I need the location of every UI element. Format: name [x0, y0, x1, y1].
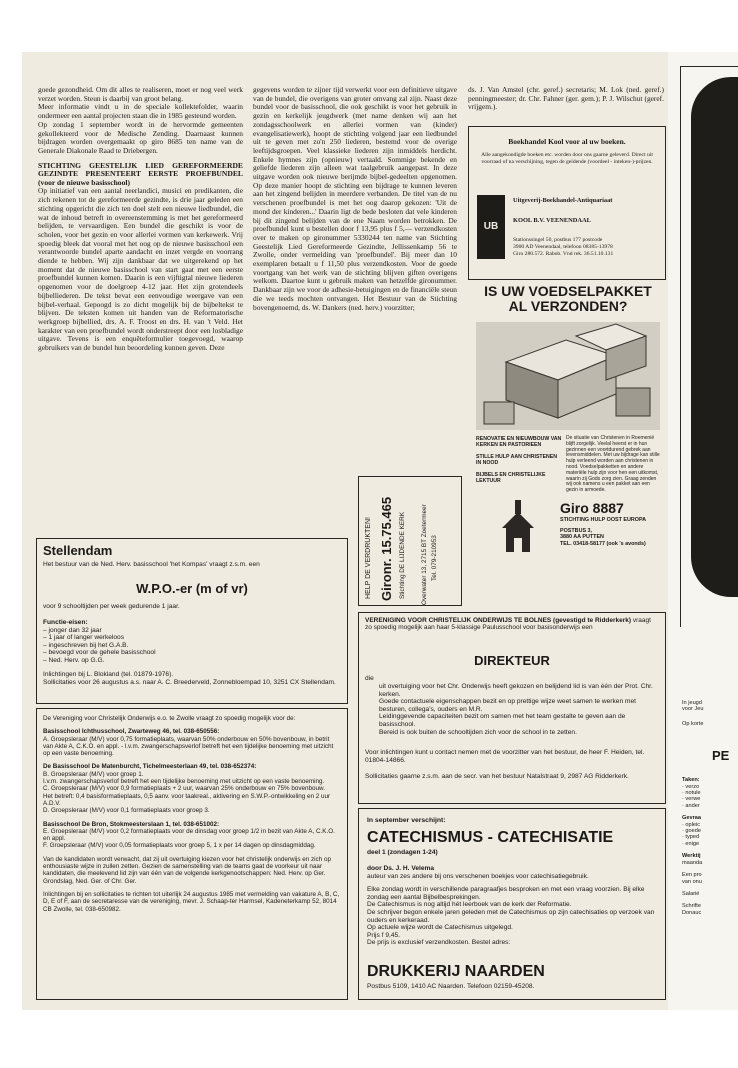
paragraph: Op initiatief van een aantal neerlandici, musici en predikanten, die zich rekenen tot de gereformeerde gezindte, is drie jaar geleden een stichting opgericht die zich ten doel stelt een nieuwe liedbundel, die wat de inhoud betreft in overeenstemming is met het gereformeerd belijden, te vervaardigen. Een bundel die geschikt is voor de scholen, voor het gezin en voor allerlei vormen van kerkewerk. Vrij spoedig bleek dat vooral met het oog op de nieuwe basisschool een verantwoorde bundel aparte aandacht en inzet vergde en voorrang diende te hebben. Wij zijn dankbaar dat we uitgerekend op het moment dat de nieuwe basisschool van start gaat met een eerste proefbundel kunnen komen. Daarin is een vijftigtal nieuwe liederen opgenomen voor de doelgroep 4-12 jaar. Het zijn grotendeels bijbelliederen. De tekst bevat een eenvoudige weergave van een bijbel-verhaal. Gepoogd is zo dicht mogelijk bij de bijbeltekst te blijven. De teksten komen uit handen van de Reformatorische werkgroep bijbellied, drs. A. F. Troost en drs. H. van 't Veld. Het karakter van een proefbundel wordt onderstreept door een losbladige uitgave. Tevens is een enquêteformulier toegevoegd, waarop gebruikers van de bundel hun beoordeling kunnen geven. Deze: [38, 186, 243, 353]
ad-topics: [476, 436, 562, 484]
ad-requirements: Van de kandidaten wordt verwacht, dat zij uit overtuiging kiezen voor het christelijk onderwijs en zich op enthousiaste wijze in zullen zetten. Gezien de samenstelling van de teams gaat de voorkeur uit naar kandidaten, die meelevend lid zijn van één van de volgende kerkgenootschappen: Ned. Herv. op Ger. Grondslag, Ned. Ger. of Chr. Ger.: [43, 855, 331, 885]
vacancy-item: D. Groepsleraar (M/V) voor 0,1 formatieplaats voor groep 3.: [43, 807, 210, 815]
suffering-church-ad: [358, 476, 462, 606]
text-fragment: Gevraa: [682, 815, 701, 822]
publisher-name: KOOL B.V. VEENENDAAL: [513, 217, 591, 224]
position-title: W.P.O.-er (m of vr): [136, 581, 248, 596]
text-fragment: Werktij: [682, 853, 701, 860]
author-note: auteur van zes andere bij ons verschenen boekjes voor catechisatiegebruik.: [367, 872, 589, 880]
catechism-book-ad: [358, 808, 666, 1000]
food-parcel-ad: [468, 284, 668, 566]
article-column-2: [253, 86, 457, 312]
ad-slogan: HELP DE VERDRUKTEN!: [365, 517, 372, 599]
description: De Catechismus is nog altijd hét leerboek van de kerk der Reformatie.: [367, 901, 572, 909]
vacancy-note: I.v.m. zwangerschapsverlof betreft het een tijdelijke benoeming met uitzicht op een vaste benoeming.: [43, 778, 325, 786]
list-item: Goede contactuele eigenschappen bezit en op prettige wijze weet samen te werken met besturen, collega's, ouders en M.R.: [379, 698, 636, 713]
food-parcels-photo: [476, 322, 660, 430]
publisher-name: Uitgeverij-Boekhandel-Antiquariaat: [513, 197, 613, 204]
ad-intro: Het bestuur van de Ned. Herv. basisschool 'het Kompas' vraagt z.s.m. een: [43, 561, 260, 568]
address-line: Stationssingel 50, postbus 177 postcode: [513, 237, 603, 243]
vacancy-note: Het betreft: 0,4 basisformatieplaats, 0,5 aanv. voor taakreal., aktivering en S.W.P.-ontwikkeling en 2 uur A.D.V.: [43, 792, 331, 807]
paragraph: ds. J. Van Amstel (chr. geref.) secretaris; M. Lok (ned. geref.) penningmeester; dr. Chr. Fahner (ger. gem.); P. J. Wilschut (geref. vrijgem.).: [468, 85, 664, 112]
contact-line: Inlichtingen bij L. Blokland (tel. 01879-1976).: [43, 671, 174, 678]
list-item: Bereid is ook buiten de schooltijden zich voor de school in te zetten.: [379, 728, 577, 736]
contact-line: Sollicitaties voor 26 augustus a.s. naar A. C. Breederveld, Zonnebloempad 10, 3251 CX Stellendam.: [43, 678, 336, 686]
ad-body: Alle aangekondigde boeken etc. worden door ons gaarne geleverd. Direct uit voorraad of na verschijning, tegen de geldende (voordeel - inteken-)-prijzen.: [481, 152, 653, 165]
list-item: – Ned. Herv. op G.G.: [43, 656, 105, 664]
foundation-name: Stichting DE LIJDENDE KERK: [399, 511, 406, 599]
text-fragment: · notule: [682, 790, 701, 797]
address-line: 3900 AD Veenendaal, telefoon 08385-13978: [513, 244, 613, 250]
ad-hours: voor 9 schooltijden per week gedurende 1 jaar.: [43, 603, 180, 610]
list-heading: Functie-eisen:: [43, 619, 88, 626]
requirements-list: [379, 683, 655, 736]
text-fragment: · verzo: [682, 783, 700, 790]
kool-logo: UB: [477, 195, 505, 259]
description: Op actuele wijze wordt de Catechismus uitgelegd.: [367, 924, 513, 932]
ad-die: die: [365, 675, 374, 682]
text-fragment: In jeugd: [682, 700, 702, 706]
ad-body: De situatie van Christenen in Roemenië blijft zorgelijk. Veelal heerst er in hun gezinnen een voortdurend gebrek aan levensmiddelen. Met uw bijdrage kan stille hulp verleend worden aan christenen in nood. Voedselpakketten en andere materiële hulp zijn voor hen een uitkomst, waarin zij Gods zorg zien. Graag zenden wij ook namens u een pakket aan een gezin in armoede.: [566, 435, 660, 494]
address-line: Overwater 13, 2715 BT Zoetermeer: [421, 504, 428, 605]
parcel-boxes-illustration: [476, 322, 660, 430]
topic: RENOVATIE EN NIEUWBOUW VAN KERKEN EN PASTORIEEN: [476, 436, 562, 448]
text-fragment: · verwe: [682, 796, 701, 803]
position-title: DIREKTEUR: [474, 653, 550, 668]
article-heading: STICHTING GEESTELIJK LIED GEREFORMEERDE GEZINDTE PRESENTEERT EERSTE PROEFBUNDEL (voor de nieuwe basisschool): [38, 160, 243, 187]
text-fragment: Schrifte: [682, 903, 701, 910]
publisher-name: DRUKKERIJ NAARDEN: [367, 963, 545, 980]
text-fragment: · enige: [682, 840, 700, 847]
address-line: Giro 280.572. Rabob. Vnd rek. 36.51.10.131: [513, 251, 614, 257]
giro-number: Gironr. 15.75.465: [379, 496, 394, 601]
ad-contact: Inlichtingen bij en sollicitaties te richten tot uiterlijk 24 augustus 1985 met vermelding van vakature A, B, C, D, E of F, aan de secretaresse van de vereniging, mevr. J. Schaap-ter Harmsel, Kadeneterkamp 52, 8014 CB Zwolle, tel. 038-650982.: [43, 890, 340, 913]
list-item: Leidinggevende capaciteiten bezit om samen met het team gestalte te geven aan de basisschool.: [379, 713, 626, 728]
vacancy-item: E. Groepsleraar (M/V) voor 0,2 formatieplaats voor de dinsdag voor groep 1/2 in bezit van Akte A, C.K.O. en appl.: [43, 827, 335, 843]
dark-panel: [691, 77, 738, 597]
text-fragment: · ander: [682, 802, 700, 809]
ad-intro: De Vereniging voor Christelijk Onderwijs e.o. te Zwolle vraagt zo spoedig mogelijk voor de:: [43, 715, 296, 722]
ad-kicker: In september verschijnt:: [367, 817, 446, 824]
ad-contact: Voor inlichtingen kunt u contact nemen met de voorzitter van het bestuur, de heer F. Heiden, tel. 01804-14866.: [365, 749, 645, 764]
phone-line: TEL. 03418-58177 (ook 's avonds): [560, 540, 646, 547]
topic: STILLE HULP AAN CHRISTENEN IN NOOD: [476, 454, 557, 466]
list-item: – jonger dan 32 jaar: [43, 626, 102, 634]
description: De schrijver begon enkele jaren geleden met de Catechismus op zijn catechisaties op verzoek van ouders en kerkeraad.: [367, 908, 655, 924]
paragraph: gegevens worden te zijner tijd verwerkt voor een definitieve uitgave van de bundel, die overigens van groter omvang zal zijn. Naast deze bundel voor de basisschool, die ook geschikt is voor het gebruik in gezin en kerkelijk jeugdwerk (met name denken wij aan het zondagsschoolwerk en allerlei vormen van (kinder) evangelisatiewerk), hoopt de stichting volgend jaar een liedbundel uit te geven met zo'n 250 liederen, bestemd voor de overige leeftijdsgroepen. Veel klassieke liederen zijn inmiddels herdicht. Enkele hymnes zijn (opnieuw) vertaald. Sommige bekende en geliefde liederen zijn alleen wat taalgebruik aangepast. In deze uitgave worden ook nieuwe berijmde bijbel-gedeelten opgenomen. Op deze manier hoopt de stichting een bijdrage te kunnen leveren aan het zingend belijden in meerdere verbanden. De titel van de nu verschenen proefbundel is met het oog daarop gekozen: 'Uit de mond der kinderen...' Daarin ligt de bede besloten dat vele kinderen bij dit zingend belijden van de ene Naam worden betrokken. De proefbundel kunt u bestellen door f 13,95 plus f 5,— verzendkosten over te maken op gironummer 5330244 ten name van Stichting Geestelijk Lied Gereformeerde Gezindte, Jellissenkamp 56 te Zwolle, onder vermelding van 'proefbundel'. Bij meer dan 10 exemplaren betaalt u f 11,50 plus verzendkosten. Voor de goede voortgang van het werk van de stichting blijven giften overigens welkom. Daartoe kunt u gebruik maken van hetzelfde gironummer. Dankbaar zijn we voor de adhesie-betuigingen en de financiële steun die we teeds mochten ontvangen. Het Bestuur van de Stichting bovengenoemd, ds. W. Dankers (ned. herv.) voorzitter;: [253, 85, 457, 312]
ad-body: [367, 865, 657, 947]
text-fragment: Taken:: [682, 777, 700, 784]
text-fragment: · goede: [682, 828, 701, 835]
topic: BIJBELS EN CHRISTELIJKE LEKTUUR: [476, 472, 546, 484]
church-icon: [488, 498, 548, 558]
text-fragment: · typed: [682, 834, 700, 841]
text-fragment: maanda: [682, 859, 703, 866]
phone-line: Tel. 079-210953: [431, 535, 438, 581]
article-column-1: [38, 86, 243, 353]
adjacent-page-text: [682, 700, 738, 916]
adjacent-page-frame: [680, 66, 738, 627]
text-fragment: voor Jeu: [682, 706, 704, 713]
text-fragment: Een pro: [682, 872, 702, 879]
list-item: – bevoegd voor de gehele basisschool: [43, 649, 156, 657]
text-fragment: · opleic: [682, 821, 701, 828]
ad-intro: [365, 617, 659, 632]
address-line: 3880 AA PUTTEN: [560, 534, 604, 541]
address: [560, 528, 646, 547]
ad-title: Stellendam: [43, 543, 113, 558]
school-heading: De Basisschool De Matenburcht, Tichelmeesterlaan 49, tel. 038-652374:: [43, 763, 257, 771]
ad-headline: AL VERZONDEN?: [508, 298, 628, 314]
description: Elke zondag wordt in verschillende paragraafjes besproken en met een vraag voorzien. Bij elke zondag een aantal Bijbelbesprekingen.: [367, 886, 645, 901]
article-column-3: [468, 86, 664, 112]
zwolle-vacancy-ad: [36, 708, 348, 1000]
intro-text: vraagt zo spoedig mogelijk aan haar 5-klassige Paulusschool voor basisonderwijs een: [365, 617, 651, 632]
giro-number: Giro 8887: [560, 500, 624, 516]
vacancy-item: C. Groepsleraar (M/V) voor 0,9 formatieplaats + 2 uur, waarvan 25% onderbouw en 75% bovenbouw.: [43, 785, 325, 793]
description: De prijs is exclusief verzendkosten. Bestel adres:: [367, 939, 511, 947]
school-heading: Basisschool De Bron, Stokmeesterslaan 1, tel. 038-651002:: [43, 820, 220, 828]
list-item: – 1 jaar of langer werkeloos: [43, 634, 125, 642]
text-fragment: Op korte: [682, 720, 704, 727]
bolnes-director-ad: [358, 612, 666, 804]
vacancy-item: B. Groepsleraar (M/V) voor groep 1.: [43, 770, 144, 778]
book-title: CATECHISMUS - CATECHISATIE: [367, 829, 614, 846]
ad-title: Boekhandel Kool voor al uw boeken.: [508, 137, 626, 146]
text-fragment: Donauc: [682, 909, 702, 916]
vacancy-item: A. Groepsleraar (M/V) voor 0,75 formatieplaats, waarvan 50% onderbouw en 50% bovenbouw, in betrit van Akte A, C.K.O. en appl. - l.v.m. zwangerschapsverlof betreft het een tijdelijke benoeming met uitzicht op een vaste benoeming.: [43, 735, 334, 758]
list-item: – ingeschreven bij het G.A.B.: [43, 641, 129, 649]
price: Prijs f 9,45.: [367, 931, 400, 939]
stellendam-vacancy-ad: [36, 538, 348, 704]
address-line: POSTBUS 3,: [560, 528, 593, 534]
requirements-list: [43, 619, 343, 665]
paragraph: Meer informatie vindt u in de speciale kollektefolder, waarin ondermeer een aantal projecten staan die in 1985 gesteund worden.: [38, 102, 243, 121]
bookstore-ad: [468, 126, 666, 280]
publisher-address: Postbus 5109, 1410 AC Naarden. Telefoon 02159-45208.: [367, 983, 535, 990]
foundation-name: STICHTING HULP OOST EUROPA: [560, 517, 647, 523]
publisher-address: [513, 237, 613, 258]
book-volume: deel 1 (zondagen 1-24): [367, 849, 438, 856]
text-fragment: Salarié: [682, 890, 700, 897]
text-fragment: van onu: [682, 878, 702, 885]
list-item: uit overtuiging voor het Chr. Onderwijs heeft gekozen en belijdend lid is van één der Prot. Chr. kerken.: [379, 683, 653, 698]
book-author: door Ds. J. H. Velema: [367, 865, 435, 872]
vertical-text-block: [357, 477, 459, 605]
association-name: VERENIGING VOOR CHRISTELIJK ONDERWIJS TE BOLNES (gevestigd te Ridderkerk): [365, 617, 632, 624]
paragraph: goede gezondheid. Om dit alles te realiseren, moet er nog veel werk verzet worden. Steun is daarbij van groot belang.: [38, 85, 243, 103]
paragraph: Op zondag 1 september wordt in de hervormde gemeenten gekollekteerd voor de Medische Zending. Daarnaast kunnen bijdragen worden overgemaakt op giro 8685 ten name van de Generale Diakonale Raad te Driebergen.: [38, 119, 243, 155]
headline-fragment: PE: [712, 748, 730, 764]
vacancy-item: F. Groepsleraar (M/V) voor 0,05 formatieplaats voor groep 5, 1 x per 14 dagen op dinsdagmiddag.: [43, 842, 316, 850]
ad-contact: [43, 671, 339, 686]
ad-body: [43, 715, 341, 913]
ad-headline: IS UW VOEDSELPAKKET: [484, 283, 652, 299]
school-heading: Basisschool Ichthusschool, Zwarteweg 46, tel. 038-650556:: [43, 728, 220, 736]
ad-apply: Sollicitaties gaarne z.s.m. aan de secr. van het bestuur Natalstraat 9, 2987 AG Ridderkerk.: [365, 773, 629, 780]
